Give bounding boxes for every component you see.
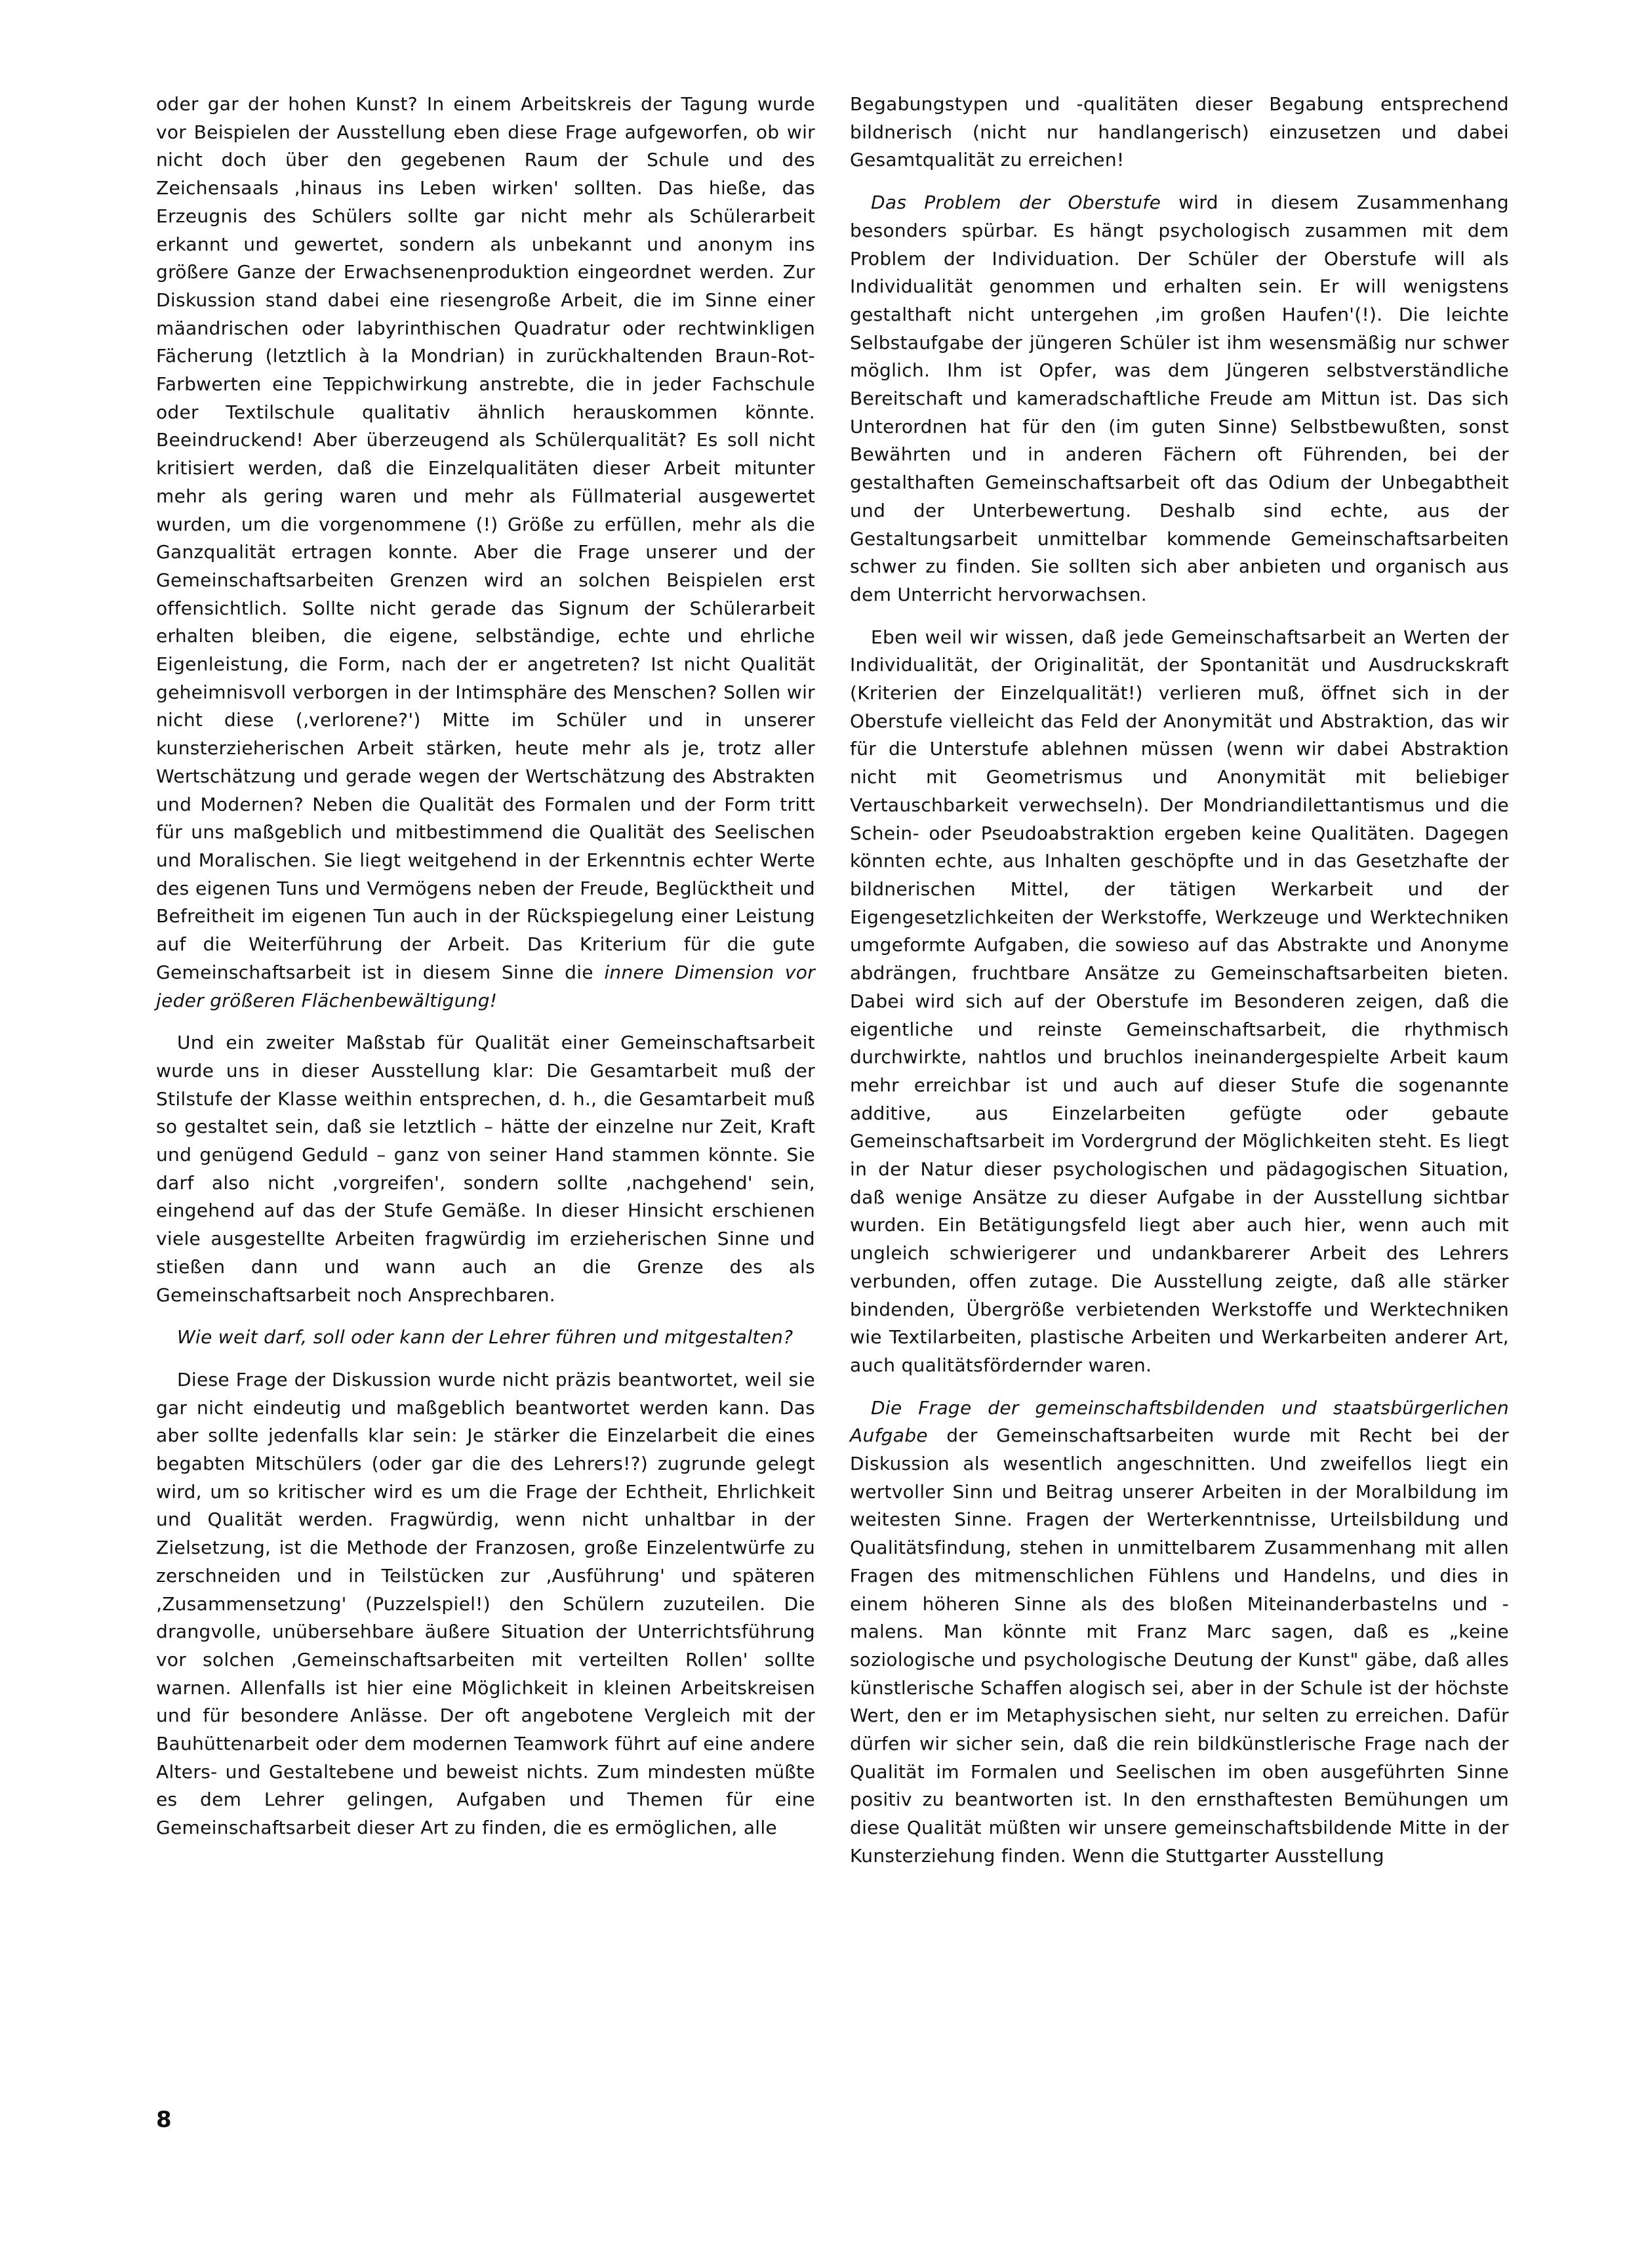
paragraph: Begabungstypen und -qualitäten dieser Begabung entsprechend bildnerisch (nicht nur handlangerisch) einzusetzen und dabei Gesamtqualität zu erreichen! bbox=[850, 93, 1509, 171]
section-question: Wie weit darf, soll oder kann der Lehrer führen und mitgestalten? bbox=[177, 1326, 793, 1348]
paragraph: Diese Frage der Diskussion wurde nicht präzis beantwortet, weil sie gar nicht eindeutig und maßgeblich beantwortet werden kann. Das aber sollte jedenfalls klar sein: Je stärker die Einzelarbeit die eines begabten Mitschülers (oder gar die des Lehrers!?) zugrunde gelegt wird, um so kritischer wird es um die Frage der Echtheit, Ehrlichkeit und Qualität werden. Fragwürdig, wenn nicht unhaltbar in der Zielsetzung, ist die Methode der Franzosen, große Einzelentwürfe zu zerschneiden und in Teilstücken zur ‚Ausführung' und späteren ‚Zusammensetzung' (Puzzelspiel!) den Schülern zuzuteilen. Die drangvolle, unübersehbare äußere Situation der Unterrichtsführung vor solchen ‚Gemeinschaftsarbeiten mit verteilten Rollen' sollte warnen. Allenfalls ist hier eine Möglichkeit in kleinen Arbeitskreisen und für besondere Anlässe. Der oft angebotene Vergleich mit der Bauhüttenarbeit oder dem modernen Teamwork führt auf eine andere Alters- und Gestaltebene und beweist nichts. Zum mindesten müßte es dem Lehrer gelingen, Aufgaben und Themen für eine Gemeinschaftsarbeit dieser Art zu finden, die es ermöglichen, alle bbox=[156, 1368, 815, 1839]
emphasis: innere Dimension vor jeder größeren Flächenbewältigung! bbox=[156, 961, 816, 1011]
paragraph: Die Frage der gemeinschaftsbildenden und staatsbürgerlichen Aufgabe der Gemeinschaftsarbeiten wurde mit Recht bei der Diskussion als wesentlich angeschnitten. Und zweifellos liegt ein wertvoller Sinn und Beitrag unserer Arbeiten in der Moralbildung im weitesten Sinne. Fragen der Werterkenntnisse, Urteilsbildung und Qualitätsfindung, stehen in unmittelbarem Zusammenhang mit allen Fragen des mitmenschlichen Fühlens und Handelns, und dies in einem höheren Sinne als des bloßen Miteinanderbastelns und -malens. Man könnte mit Franz Marc sagen, daß es „keine soziologische und psychologische Deutung der Kunst" gäbe, daß alles künstlerische Schaffen alogisch sei, aber in der Schule ist der höchste Wert, den er im Metaphysischen sieht, nur selten zu erreichen. Dafür dürfen wir sicher sein, daß die rein bildkünstlerische Frage nach der Qualität im Formalen und Seelischen im oben ausgeführten Sinne positiv zu beantworten ist. In den ernsthaftesten Bemühungen um diese Qualität müßten wir unsere gemeinschaftsbildende Mitte in der Kunsterziehung finden. Wenn die Stuttgarter Ausstellung bbox=[850, 1396, 1509, 1867]
paragraph: Eben weil wir wissen, daß jede Gemeinschaftsarbeit an Werten der Individualität, der Originalität, der Spontanität und Ausdruckskraft (Kriterien der Einzelqualität!) verlieren muß, öffnet sich in der Oberstufe vielleicht das Feld der Anonymität und Abstraktion, das wir für die Unterstufe ablehnen müssen (wenn wir dabei Abstraktion nicht mit Geometrismus und Anonymität mit beliebiger Vertauschbarkeit verwechseln). Der Mondriandilettantismus und die Schein- oder Pseudoabstraktion ergeben keine Qualitäten. Dagegen könnten echte, aus Inhalten geschöpfte und in das Gesetzhafte der bildnerischen Mittel, der tätigen Werkarbeit und der Eigengesetzlichkeiten der Werkstoffe, Werkzeuge und Werktechniken umgeformte Aufgaben, die sowieso auf das Abstrakte und Anonyme abdrängen, fruchtbare Ansätze zu Gemeinschaftsarbeiten bieten. Dabei wird sich auf der Oberstufe im Besonderen zeigen, daß die eigentliche und reinste Gemeinschaftsarbeit, die rhythmisch durchwirkte, nahtlos und bruchlos ineinandergespielte Arbeit kaum mehr erreichbar ist und auch auf dieser Stufe die sogenannte additive, aus Einzelarbeiten gefügte oder gebaute Gemeinschaftsarbeit im Vordergrund der Möglichkeiten steht. Es liegt in der Natur dieser psychologischen und pädagogischen Situation, daß wenige Ansätze zu dieser Aufgabe in der Ausstellung sichtbar wurden. Ein Betätigungsfeld liegt aber auch hier, wenn auch mit ungleich schwierigerer und undankbarerer Arbeit des Lehrers verbunden, offen zutage. Die Ausstellung zeigte, daß alle stärker bindenden, Übergröße verbietenden Werkstoffe und Werktechniken wie Textilarbeiten, plastische Arbeiten und Werkarbeiten anderer Art, auch qualitätsfördernder waren. bbox=[850, 626, 1509, 1376]
emphasis: Das Problem der Oberstufe bbox=[871, 192, 1161, 214]
right-column bbox=[850, 91, 1509, 1871]
page-number: 8 bbox=[156, 2107, 172, 2133]
paragraph: oder gar der hohen Kunst? In einem Arbeitskreis der Tagung wurde vor Beispielen der Ausstellung eben diese Frage aufgeworfen, ob wir nicht doch über den gegebenen Raum der Schule und des Zeichensaals ‚hinaus ins Leben wirken' sollten. Das hieße, das Erzeugnis des Schülers sollte gar nicht mehr als Schülerarbeit erkannt und gewertet, sondern als unbekannt und anonym ins größere Ganze der Erwachsenenproduktion eingeordnet werden. Zur Diskussion stand dabei eine riesengroße Arbeit, die im Sinne einer mäandrischen oder labyrinthischen Quadratur oder rechtwinkligen Fächerung (letztlich à la Mondrian) in zurückhaltenden Braun-Rot-Farbwerten eine Teppichwirkung anstrebte, die in jeder Fachschule oder Textilschule qualitativ ähnlich herauskommen könnte. Beeindruckend! Aber überzeugend als Schülerqualität? Es soll nicht kritisiert werden, daß die Einzelqualitäten dieser Arbeit mitunter mehr als gering waren und mehr als Füllmaterial ausgewertet wurden, um die vorgenommene (!) Größe zu erfüllen, mehr als die Ganzqualität ertragen konnte. Aber die Frage unserer und der Gemeinschaftsarbeiten Grenzen wird an solchen Beispielen erst offensichtlich. Sollte nicht gerade das Signum der Schülerarbeit erhalten bleiben, die eigene, selbständige, echte und ehrliche Eigenleistung, die Form, nach der er angetreten? Ist nicht Qualität geheimnisvoll verborgen in der Intimsphäre des Menschen? Sollen wir nicht diese (‚verlorene?') Mitte im Schüler und in unserer kunsterzieherischen Arbeit stärken, heute mehr als je, trotz aller Wertschätzung und gerade wegen der Wertschätzung des Abstrakten und Modernen? Neben die Qualität des Formalen und der Form tritt für uns maßgeblich und mitbestimmend die Qualität des Seelischen und Moralischen. Sie liegt weitgehend in der Erkenntnis echter Werte des eigenen Tuns und Vermögens neben der Freude, Beglücktheit und Befreitheit im eigenen Tun auch in der Rückspiegelung einer Leistung auf die Weiterführung der Arbeit. Das Kriterium für die gute Gemeinschaftsarbeit ist in diesem Sinne die innere Dimension vor jeder größeren Flächenbewältigung! bbox=[156, 93, 816, 1011]
paragraph: Das Problem der Oberstufe wird in diesem Zusammenhang besonders spürbar. Es hängt psychologisch zusammen mit dem Problem der Individuation. Der Schüler der Oberstufe will als Individualität genommen und erhalten sein. Er will wenigstens gestalthaft nicht untergehen ‚im großen Haufen'(!). Die leichte Selbstaufgabe der jüngeren Schüler ist ihm wesensmäßig nur schwer möglich. Ihm ist Opfer, was dem Jüngeren selbstverständliche Bereitschaft und kameradschaftliche Freude am Mittun ist. Das sich Unterordnen hat für den (im guten Sinne) Selbstbewußten, sonst Bewährten und in anderen Fächern oft Führenden, bei der gestalthaften Gemeinschaftsarbeit oft das Odium der Unbegabtheit und der Unterbewertung. Deshalb sind echte, aus der Gestaltungsarbeit unmittelbar kommende Gemeinschaftsarbeiten schwer zu finden. Sie sollten sich aber anbieten und organisch aus dem Unterricht hervorwachsen. bbox=[850, 192, 1509, 605]
left-column bbox=[156, 91, 815, 1842]
emphasis: Die Frage der gemeinschaftsbildenden und staatsbürgerlichen Aufgabe bbox=[850, 1396, 1509, 1447]
paragraph: Und ein zweiter Maßstab für Qualität einer Gemeinschaftsarbeit wurde uns in dieser Ausstellung klar: Die Gesamtarbeit muß der Stilstufe der Klasse weithin entsprechen, d. h., die Gesamtarbeit muß so gestaltet sein, daß sie letztlich – hätte der einzelne nur Zeit, Kraft und genügend Geduld – ganz von seiner Hand stammen könnte. Sie darf also nicht ‚vorgreifen', sondern sollte ‚nachgehend' sein, eingehend auf das der Stufe Gemäße. In dieser Hinsicht erschienen viele ausgestellte Arbeiten fragwürdig im erzieherischen Sinne und stießen dann und wann auch an die Grenze des als Gemeinschaftsarbeit noch Ansprechbaren. bbox=[156, 1032, 815, 1306]
